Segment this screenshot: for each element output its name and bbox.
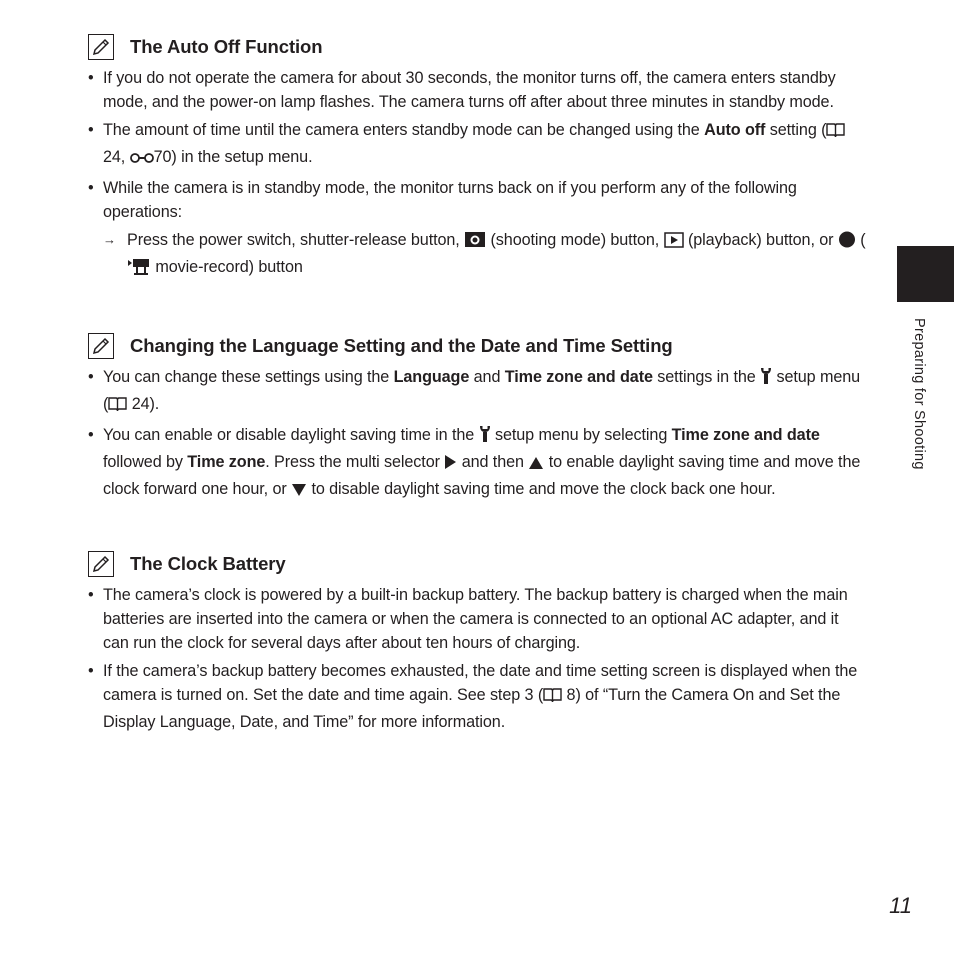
list-item: • The camera’s clock is powered by a built-in backup battery. The backup battery is charged when the main batteries are inserted into the camera or when the camera is connected to an optional AC adapter, and it can run the clock for several days after about ten hours of charging.	[88, 583, 868, 655]
note-auto-off	[88, 32, 868, 282]
triangle-up-icon	[528, 453, 544, 477]
book-ref-icon	[543, 686, 562, 710]
book-ref-icon	[826, 121, 845, 145]
note-language-date	[88, 331, 868, 504]
triangle-down-icon	[291, 480, 307, 504]
note-pencil-icon	[88, 333, 114, 359]
bullet-list	[88, 365, 868, 504]
playback-icon	[664, 231, 684, 255]
section-title: The Clock Battery	[130, 553, 286, 574]
arrow-icon: →	[103, 232, 116, 247]
list-item: • You can enable or disable daylight saving time in the setup menu by selecting Time zone and date followed by Time zone. Press the multi selector and then to enable daylight saving time and move the clock forward one hour, or to disable daylight saving time and move the clock back one hour.	[88, 423, 868, 504]
note-header	[88, 32, 868, 62]
list-item: • If the camera’s backup battery becomes exhausted, the date and time setting screen is displayed when the camera is turned on. Set the date and time again. See step 3 ( 8) of “Turn the Camera On and Set the Display Language, Date, and Time” for more information.	[88, 659, 868, 734]
sub-item: → Press the power switch, shutter-release button, (shooting mode) button, (playback) button, or ( movie-record) button	[103, 228, 868, 282]
bullet-list	[88, 66, 868, 224]
movie-camera-icon	[127, 258, 151, 282]
chapter-tab	[897, 246, 954, 302]
triangle-right-icon	[444, 453, 457, 477]
section-title: Changing the Language Setting and the Date and Time Setting	[130, 335, 673, 356]
list-item: • The amount of time until the camera enters standby mode can be changed using the Auto off setting ( 24, 70) in the setup menu.	[88, 118, 868, 172]
menu-term: Auto off	[704, 121, 766, 139]
wrench-icon	[760, 367, 772, 392]
list-item: • You can change these settings using the Language and Time zone and date settings in the setup menu ( 24).	[88, 365, 868, 419]
page-number: 11	[889, 893, 912, 918]
wrench-icon	[479, 425, 491, 450]
section-title: The Auto Off Function	[130, 36, 323, 57]
list-item: • While the camera is in standby mode, the monitor turns back on if you perform any of the following operations:	[88, 176, 868, 224]
note-pencil-icon	[88, 551, 114, 577]
note-pencil-icon	[88, 34, 114, 60]
camera-icon	[464, 231, 486, 255]
note-clock-battery	[88, 549, 868, 734]
book-ref-icon	[108, 395, 127, 419]
note-header	[88, 331, 868, 361]
note-header	[88, 549, 868, 579]
bullet-list	[88, 583, 868, 734]
reference-icon	[130, 148, 154, 172]
chapter-label: Preparing for Shooting	[911, 318, 927, 470]
list-item: • If you do not operate the camera for about 30 seconds, the monitor turns off, the camera enters standby mode, and the power-on lamp flashes. The camera turns off after about three minutes in standby mode.	[88, 66, 868, 114]
record-dot-icon	[838, 231, 856, 255]
